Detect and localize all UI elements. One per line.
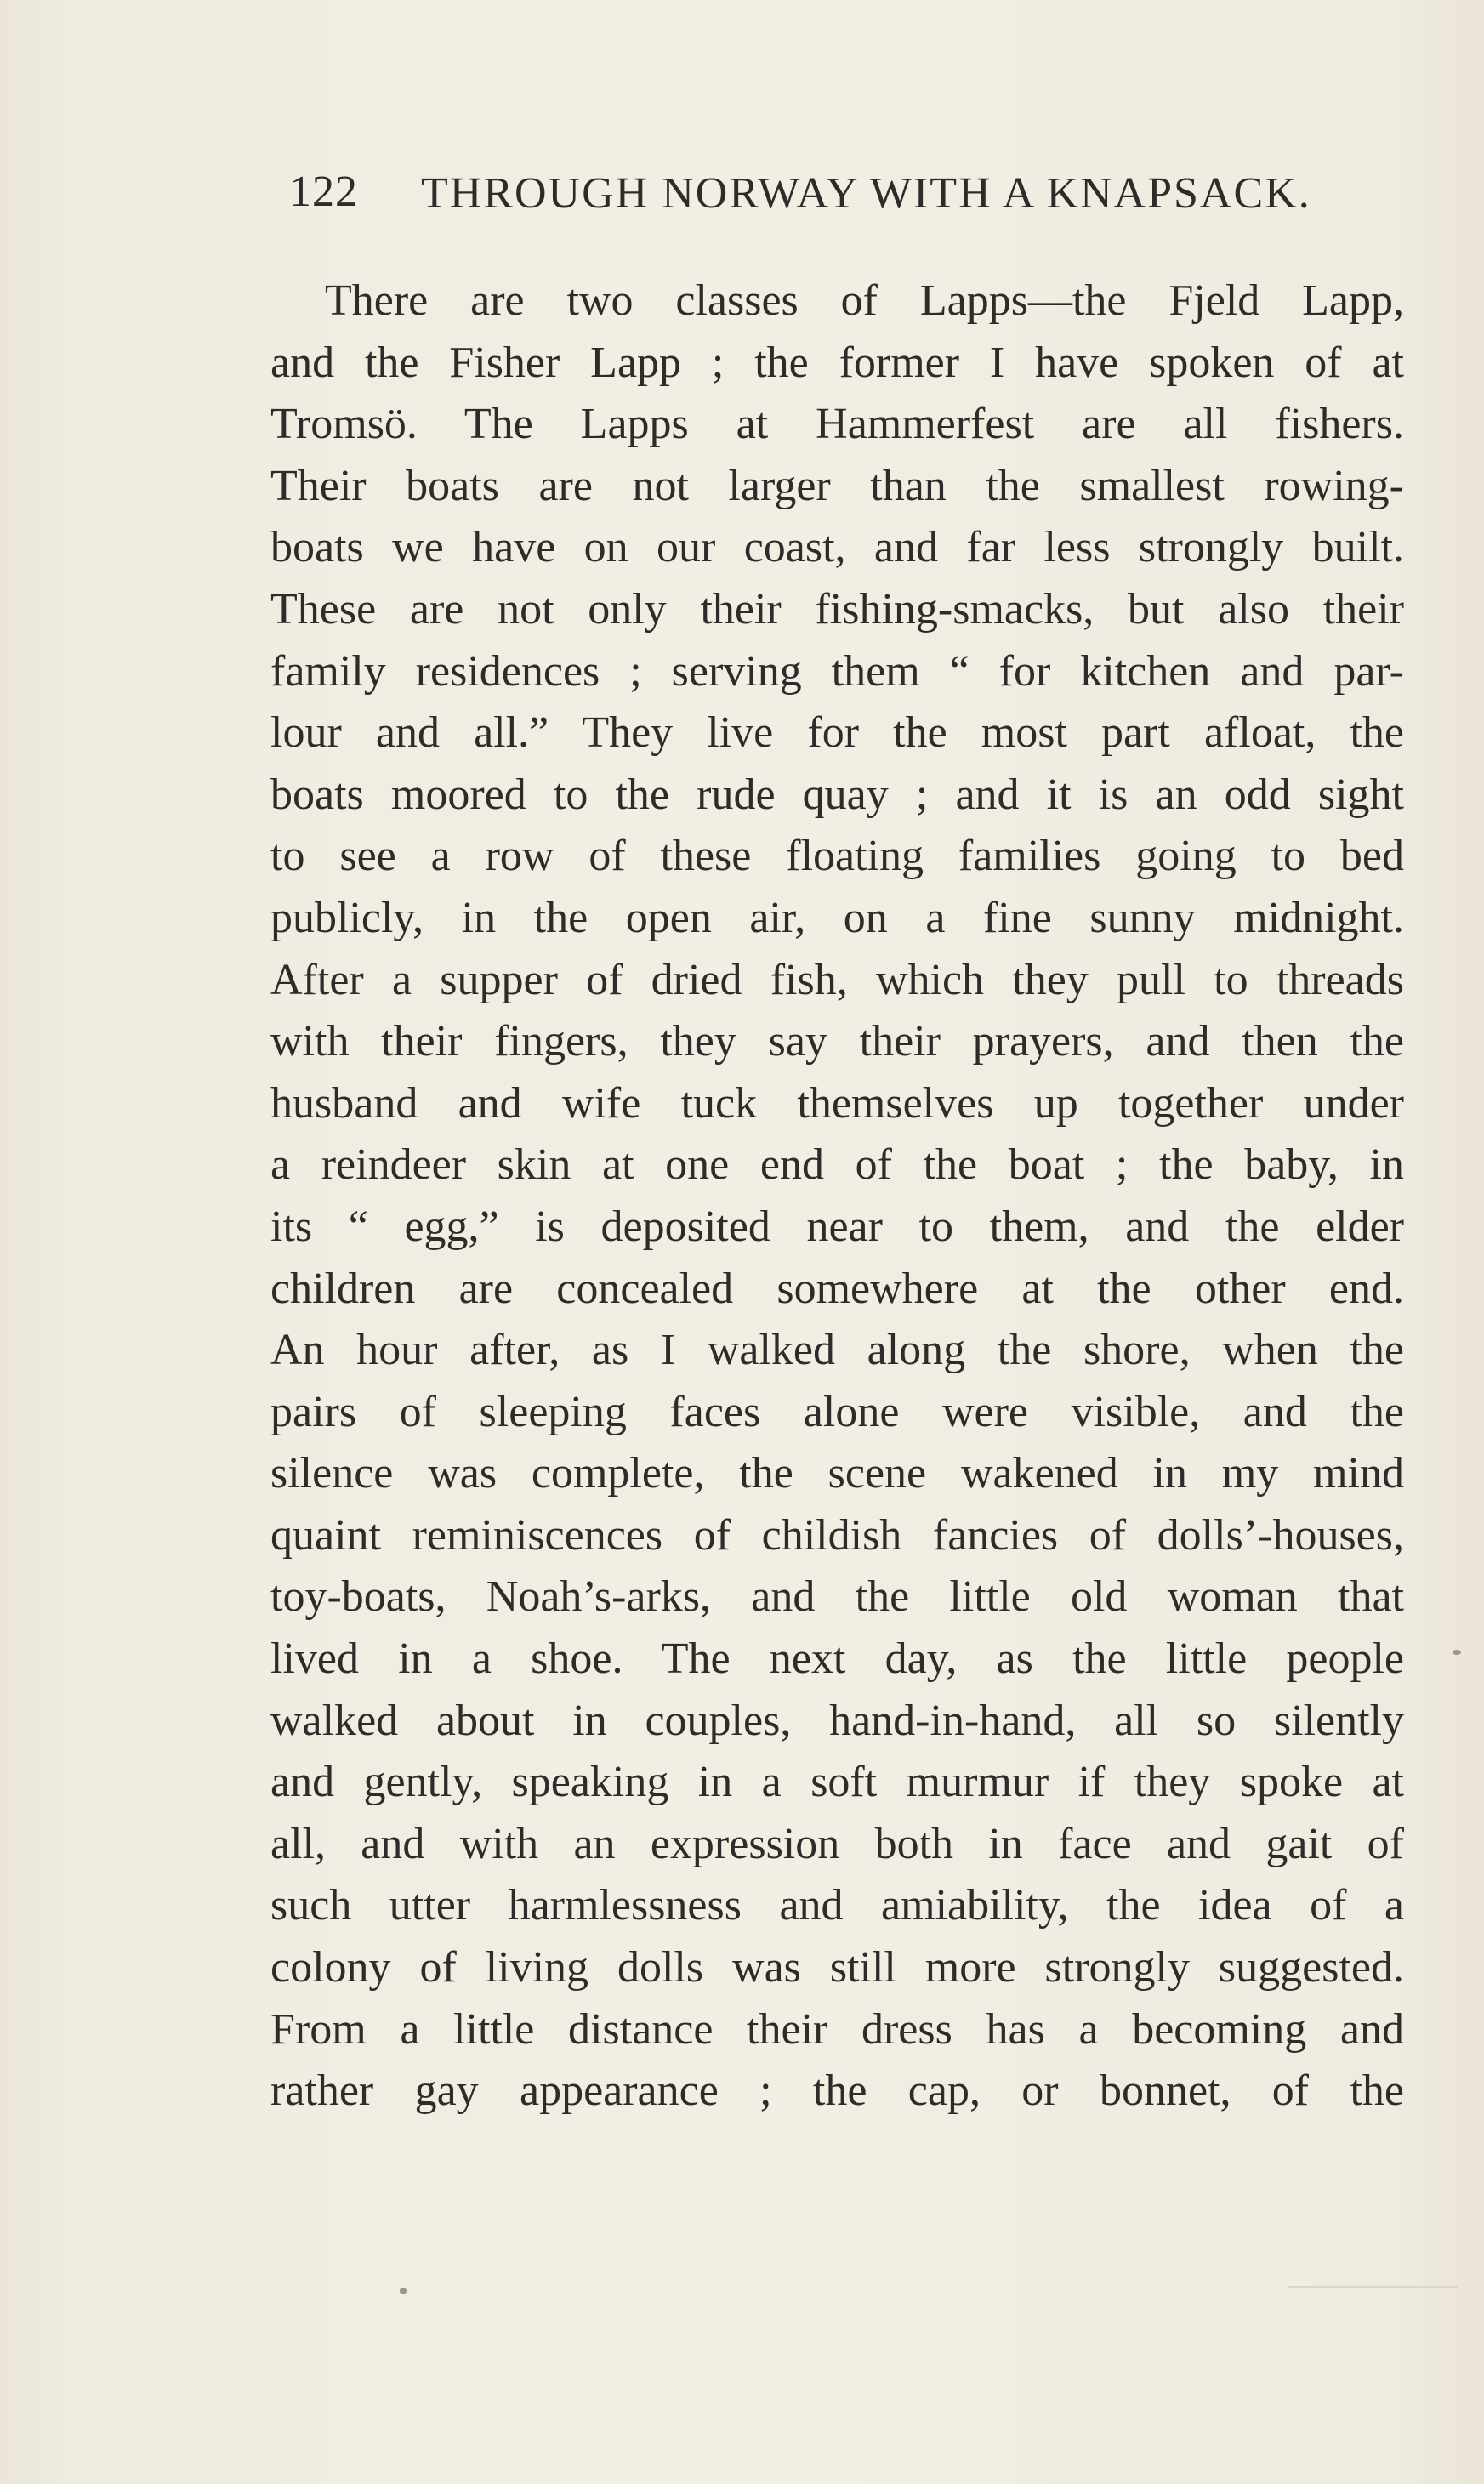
text-line: walked about in couples, hand-in-hand, all so silently [270, 1696, 1404, 1745]
paper-speck [1453, 1650, 1461, 1655]
text-line: lour and all.” They live for the most part afloat, the [270, 708, 1404, 758]
text-line: An hour after, as I walked along the shore, when the [270, 1326, 1404, 1375]
text-line: toy-boats, Noah’s-arks, and the little old woman that [270, 1572, 1404, 1622]
text-line: husband and wife tuck themselves up together under [270, 1078, 1404, 1128]
page-number: 122 [289, 168, 358, 216]
text-line: boats we have on our coast, and far less strongly built. [270, 523, 1404, 572]
text-line: Their boats are not larger than the smallest rowing- [270, 461, 1404, 510]
text-line: publicly, in the open air, on a fine sunny midnight. [270, 893, 1404, 942]
text-line: a reindeer skin at one end of the boat ; the baby, in [270, 1140, 1404, 1190]
text-line: and gently, speaking in a soft murmur if they spoke at [270, 1758, 1404, 1807]
text-line: rather gay appearance ; the cap, or bonnet, of the [270, 2066, 1404, 2116]
text-line: with their fingers, they say their prayers, and then the [270, 1017, 1404, 1066]
text-line: boats moored to the rude quay ; and it is an odd sight [270, 770, 1404, 819]
text-line: children are concealed somewhere at the other end. [270, 1264, 1404, 1313]
text-line: such utter harmlessness and amiability, the idea of a [270, 1881, 1404, 1930]
text-line: quaint reminiscences of childish fancies of dolls’-houses, [270, 1510, 1404, 1560]
page-edge-mark [1288, 2286, 1458, 2288]
paper-speck [400, 2288, 407, 2294]
text-line: After a supper of dried fish, which they pull to threads [270, 955, 1404, 1004]
text-line: pairs of sleeping faces alone were visible, and the [270, 1387, 1404, 1436]
text-line: to see a row of these floating families going to bed [270, 832, 1404, 881]
text-line: These are not only their fishing-smacks, but also their [270, 584, 1404, 634]
running-title: THROUGH NORWAY WITH A KNAPSACK. [421, 169, 1311, 218]
text-line: Tromsö. The Lapps at Hammerfest are all fishers. [270, 400, 1404, 449]
text-line: From a little distance their dress has a becoming and [270, 2004, 1404, 2054]
text-line: and the Fisher Lapp ; the former I have spoken of at [270, 338, 1404, 387]
page-header [289, 167, 1365, 235]
text-line: its “ egg,” is deposited near to them, and the elder [270, 1202, 1404, 1251]
text-line: silence was complete, the scene wakened in my mind [270, 1449, 1404, 1498]
text-line: There are two classes of Lapps—the Fjeld Lapp, [325, 276, 1404, 325]
text-line: all, and with an expression both in face and gait of [270, 1819, 1404, 1868]
text-line: family residences ; serving them “ for kitchen and par- [270, 646, 1404, 696]
body-text [270, 270, 1404, 2123]
text-line: colony of living dolls was still more strongly suggested. [270, 1943, 1404, 1992]
text-line: lived in a shoe. The next day, as the little people [270, 1634, 1404, 1684]
